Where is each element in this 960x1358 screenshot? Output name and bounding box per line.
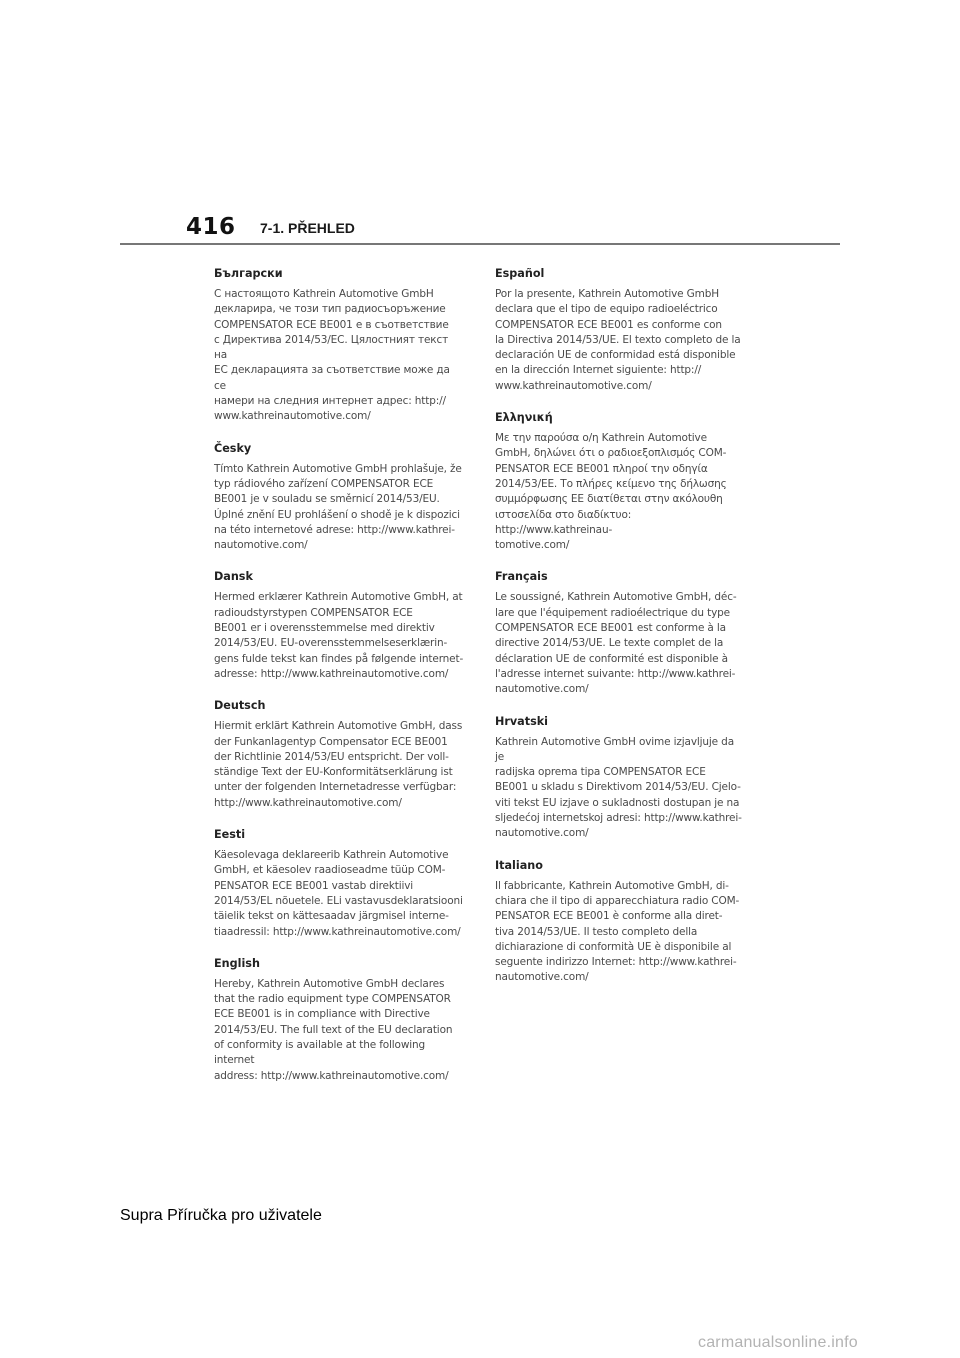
section-heading: Español: [495, 267, 545, 280]
section-text: Hereby, Kathrein Automotive GmbH declares that the radio equipment type COMPENSATOR ECE BE001 is in compliance with Directive 2014/53/EU. The full text of the EU declaration of conformity is available at the following internet address: http://www.kathreinautomotive.com/: [214, 977, 453, 1082]
section-text: Hiermit erklärt Kathrein Automotive GmbH, dass der Funkanlagentyp Compensator ECE BE001 der Richtlinie 2014/53/EU entspricht. Der voll- ständige Text der EU-Konformitätserklärung ist unter der folgenden Internetadresse verfügbar: http://www.kathreinautomotive.com/: [214, 720, 463, 809]
right-column: [495, 267, 745, 1003]
section-german: [214, 699, 464, 811]
section-spanish: [495, 267, 745, 394]
section-heading: Hrvatski: [495, 714, 549, 728]
section-text: С настоящото Kathrein Automotive GmbH декларира, че този тип радиосъоръжение COMPENSATOR ECE BE001 е в съответствие с Директива 2014/53/ЕС. Цялостният текст на ЕС декларацията за съответствие може да се намери на следния интернет адрес: http:// www.kathreinautomotive.com/: [214, 288, 450, 423]
section-danish: [214, 570, 464, 682]
section-heading: Français: [495, 570, 548, 584]
watermark-link[interactable]: carmanualsonline.info: [698, 1334, 858, 1351]
section-heading: Eesti: [214, 828, 246, 842]
section-text: Hermed erklærer Kathrein Automotive GmbH, at radioudstyrstypen COMPENSATOR ECE BE001 er i overensstemmelse med direktiv 2014/53/EU. EU-overensstemmelseserklærin- gens fulde tekst kan findes på følgende internet- adresse: http://www.kathreinautomotive.com/: [214, 591, 464, 680]
chapter-title: 7-1. PŘEHLED: [260, 220, 355, 236]
section-heading: Italiano: [495, 858, 543, 872]
section-estonian: [214, 828, 464, 940]
manual-title: Supra Příručka pro uživatele: [120, 1207, 322, 1224]
section-text: Le soussigné, Kathrein Automotive GmbH, déc- lare que l'équipement radioélectrique du type COMPENSATOR ECE BE001 est conforme à la directive 2014/53/UE. Le texte complet de la déclaration UE de conformité est disponible à l'adresse internet suivante: http://www.kathrei- nautomotive.com/: [495, 591, 737, 696]
section-text: Por la presente, Kathrein Automotive GmbH declara que el tipo de equipo radioeléctrico COMPENSATOR ECE BE001 es conforme con la Directiva 2014/53/UE. El texto completo de la declaración UE de conformidad está disponible en la dirección Internet siguiente: http:// www.kathreinautomotive.com/: [495, 288, 741, 392]
section-text: Il fabbricante, Kathrein Automotive GmbH, di- chiara che il tipo di apparecchiatura radio COM- PENSATOR ECE BE001 è conforme alla diret- tiva 2014/53/UE. Il testo completo della dichiarazione di conformità UE è disponibile al seguente indirizzo Internet: http://www.kathrei- nautomotive.com/: [495, 879, 740, 984]
section-italian: [495, 859, 745, 986]
page-number: 416: [186, 214, 236, 240]
section-croatian: [495, 715, 745, 842]
section-text: Kathrein Automotive GmbH ovime izjavljuje da je radijska oprema tipa COMPENSATOR ECE BE001 u skladu s Direktivom 2014/53/EU. Cjelo- viti tekst EU izjave o sukladnosti dostupan je na sljedećoj internetskoj adresi: http://www.kathrei- nautomotive.com/: [495, 735, 742, 840]
section-english: [214, 957, 464, 1084]
section-bulgarian: [214, 267, 464, 425]
section-heading: Česky: [214, 441, 252, 455]
section-czech: [214, 442, 464, 554]
left-column: [214, 267, 464, 1101]
section-greek: [495, 411, 745, 553]
section-heading: Deutsch: [214, 699, 266, 713]
header-divider: [120, 243, 840, 245]
section-french: [495, 570, 745, 697]
section-text: Με την παρούσα ο/η Kathrein Automotive GmbH, δηλώνει ότι ο ραδιοεξοπλισμός COM- PENSATOR ECE BE001 πληροί την οδηγία 2014/53/ΕΕ. Το πλήρες κείμενο της δήλωσης συμμόρφωσης ΕΕ διατίθεται στην ακόλουθη ιστοσελίδα στο διαδίκτυο: http://www.kathreinau- tomotive.com/: [495, 432, 727, 552]
section-heading: Ελληνική: [495, 411, 553, 425]
section-heading: Dansk: [214, 570, 253, 584]
section-text: Tímto Kathrein Automotive GmbH prohlašuje, že typ rádiového zařízení COMPENSATOR ECE BE001 je v souladu se směrnicí 2014/53/EU. Úplné znění EU prohlášení o shodě je k dispozici na této internetové adrese: http://www.kathrei- nautomotive.com/: [214, 462, 462, 552]
section-heading: Български: [214, 267, 283, 280]
section-text: Käesolevaga deklareerib Kathrein Automotive GmbH, et käesolev raadioseadme tüüp COM- PENSATOR ECE BE001 vastab direktiivi 2014/53/EL nõuetele. ELi vastavusdeklaratsiooni täielik tekst on kättesaadav järgmisel interne- tiaadressil: http://www.kathreinautomotive.com/: [214, 849, 463, 938]
section-heading: English: [214, 956, 260, 970]
